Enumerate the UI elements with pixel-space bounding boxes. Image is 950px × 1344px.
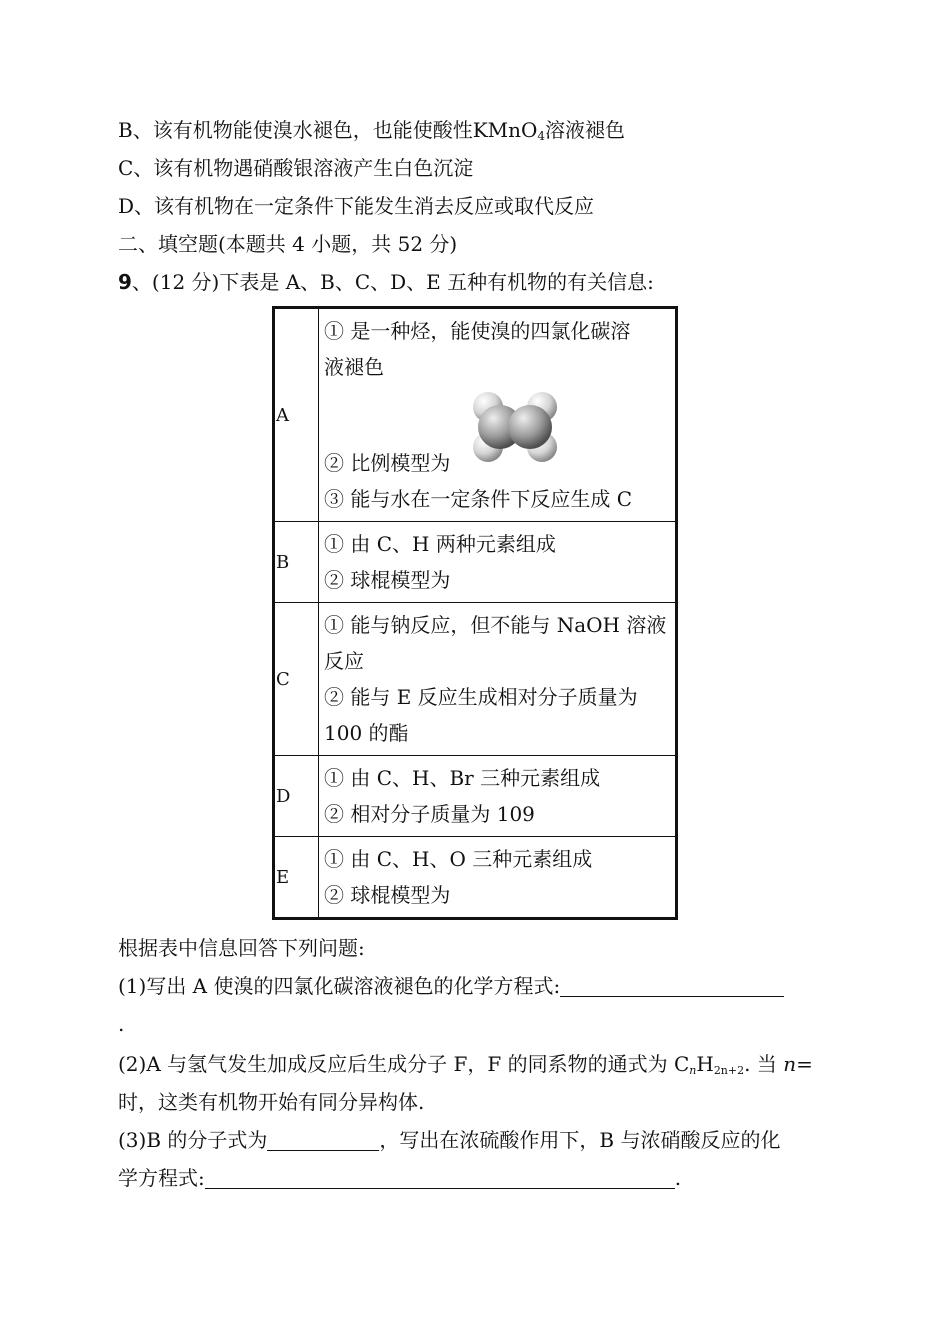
row-key-d: D <box>274 756 319 837</box>
content-line: 100 的酯 <box>324 721 409 745</box>
subquestion-1-end: . <box>118 1012 125 1036</box>
subquestion-3-end: . <box>674 1166 682 1190</box>
row-content-c <box>319 603 677 756</box>
option-b <box>118 116 625 150</box>
answer-intro: 根据表中信息回答下列问题: <box>118 936 365 960</box>
content-line: 反应 <box>324 649 364 673</box>
table-row-e <box>274 837 677 919</box>
subquestion-3 <box>118 1126 780 1154</box>
question-stem-text: 、(12 分)下表是 A、B、C、D、E 五种有机物的有关信息: <box>131 270 654 294</box>
formula-h: H <box>696 1052 714 1076</box>
option-b-text: B、该有机物能使溴水褪色，也能使酸性 <box>118 118 473 142</box>
subquestion-2-text-mid: . 当 <box>744 1052 784 1076</box>
row-content-d <box>319 756 677 837</box>
content-line: ② 球棍模型为 <box>324 568 451 592</box>
content-line: ② 相对分子质量为 109 <box>324 802 535 826</box>
info-table <box>272 306 678 920</box>
content-line: ① 由 C、H、Br 三种元素组成 <box>324 766 601 790</box>
content-line: ② 比例模型为 <box>324 451 451 475</box>
option-d: D、该有机物在一定条件下能发生消去反应或取代反应 <box>118 194 595 218</box>
row-content-a <box>319 308 677 522</box>
subquestion-2-line2: 时，这类有机物开始有同分异构体. <box>118 1090 425 1114</box>
equals-sign: = <box>796 1052 813 1076</box>
content-line: ③ 能与水在一定条件下反应生成 C <box>324 487 633 511</box>
row-key-b: B <box>274 522 319 603</box>
content-line: ① 由 C、H 两种元素组成 <box>324 532 556 556</box>
subscript-4: 4 <box>537 129 546 143</box>
row-content-e <box>319 837 677 919</box>
formula-2n2-subscript: 2n+2 <box>713 1064 745 1077</box>
option-b-text-end: 溶液褪色 <box>545 118 626 142</box>
question-number: 9 <box>118 270 132 294</box>
subquestion-1-text: (1)写出 A 使溴的四氯化碳溶液褪色的化学方程式: <box>118 974 561 998</box>
model-line <box>324 385 671 481</box>
table-row-b <box>274 522 677 603</box>
ethylene-space-filling-model-icon <box>460 387 570 467</box>
section-title: 二、填空题(本题共 4 小题，共 52 分) <box>118 232 458 256</box>
subquestion-3-text-b: ，写出在浓硫酸作用下，B 与浓硝酸反应的化 <box>379 1128 781 1152</box>
question-9-stem <box>118 268 654 296</box>
table-row-a <box>274 308 677 522</box>
content-line: ① 能与钠反应，但不能与 NaOH 溶液 <box>324 613 667 637</box>
variable-n: n <box>783 1052 797 1076</box>
subquestion-2 <box>118 1050 813 1085</box>
formula-n-subscript: n <box>689 1064 697 1077</box>
table-row-d <box>274 756 677 837</box>
row-key-a: A <box>274 308 319 522</box>
content-line: ① 是一种烃，能使溴的四氯化碳溶 <box>324 319 631 343</box>
option-c: C、该有机物遇硝酸银溶液产生白色沉淀 <box>118 156 474 180</box>
row-content-b <box>319 522 677 603</box>
subquestion-3-line2-text: 学方程式: <box>118 1166 205 1190</box>
subquestion-2-text: (2)A 与氢气发生加成反应后生成分子 F，F 的同系物的通式为 C <box>118 1052 690 1076</box>
subquestion-3-line2 <box>118 1164 681 1192</box>
answer-blank-formula[interactable] <box>267 1128 379 1151</box>
subquestion-3-text: (3)B 的分子式为 <box>118 1128 268 1152</box>
answer-blank-1[interactable] <box>560 974 784 997</box>
row-key-c: C <box>274 603 319 756</box>
subquestion-1 <box>118 972 784 1000</box>
answer-blank-equation[interactable] <box>205 1166 675 1189</box>
content-line: ② 球棍模型为 <box>324 883 451 907</box>
kmno4-formula: KMnO <box>472 118 538 142</box>
content-line: ② 能与 E 反应生成相对分子质量为 <box>324 685 638 709</box>
row-key-e: E <box>274 837 319 919</box>
table-row-c <box>274 603 677 756</box>
content-line: ① 由 C、H、O 三种元素组成 <box>324 847 593 871</box>
content-line: 液褪色 <box>324 355 384 379</box>
